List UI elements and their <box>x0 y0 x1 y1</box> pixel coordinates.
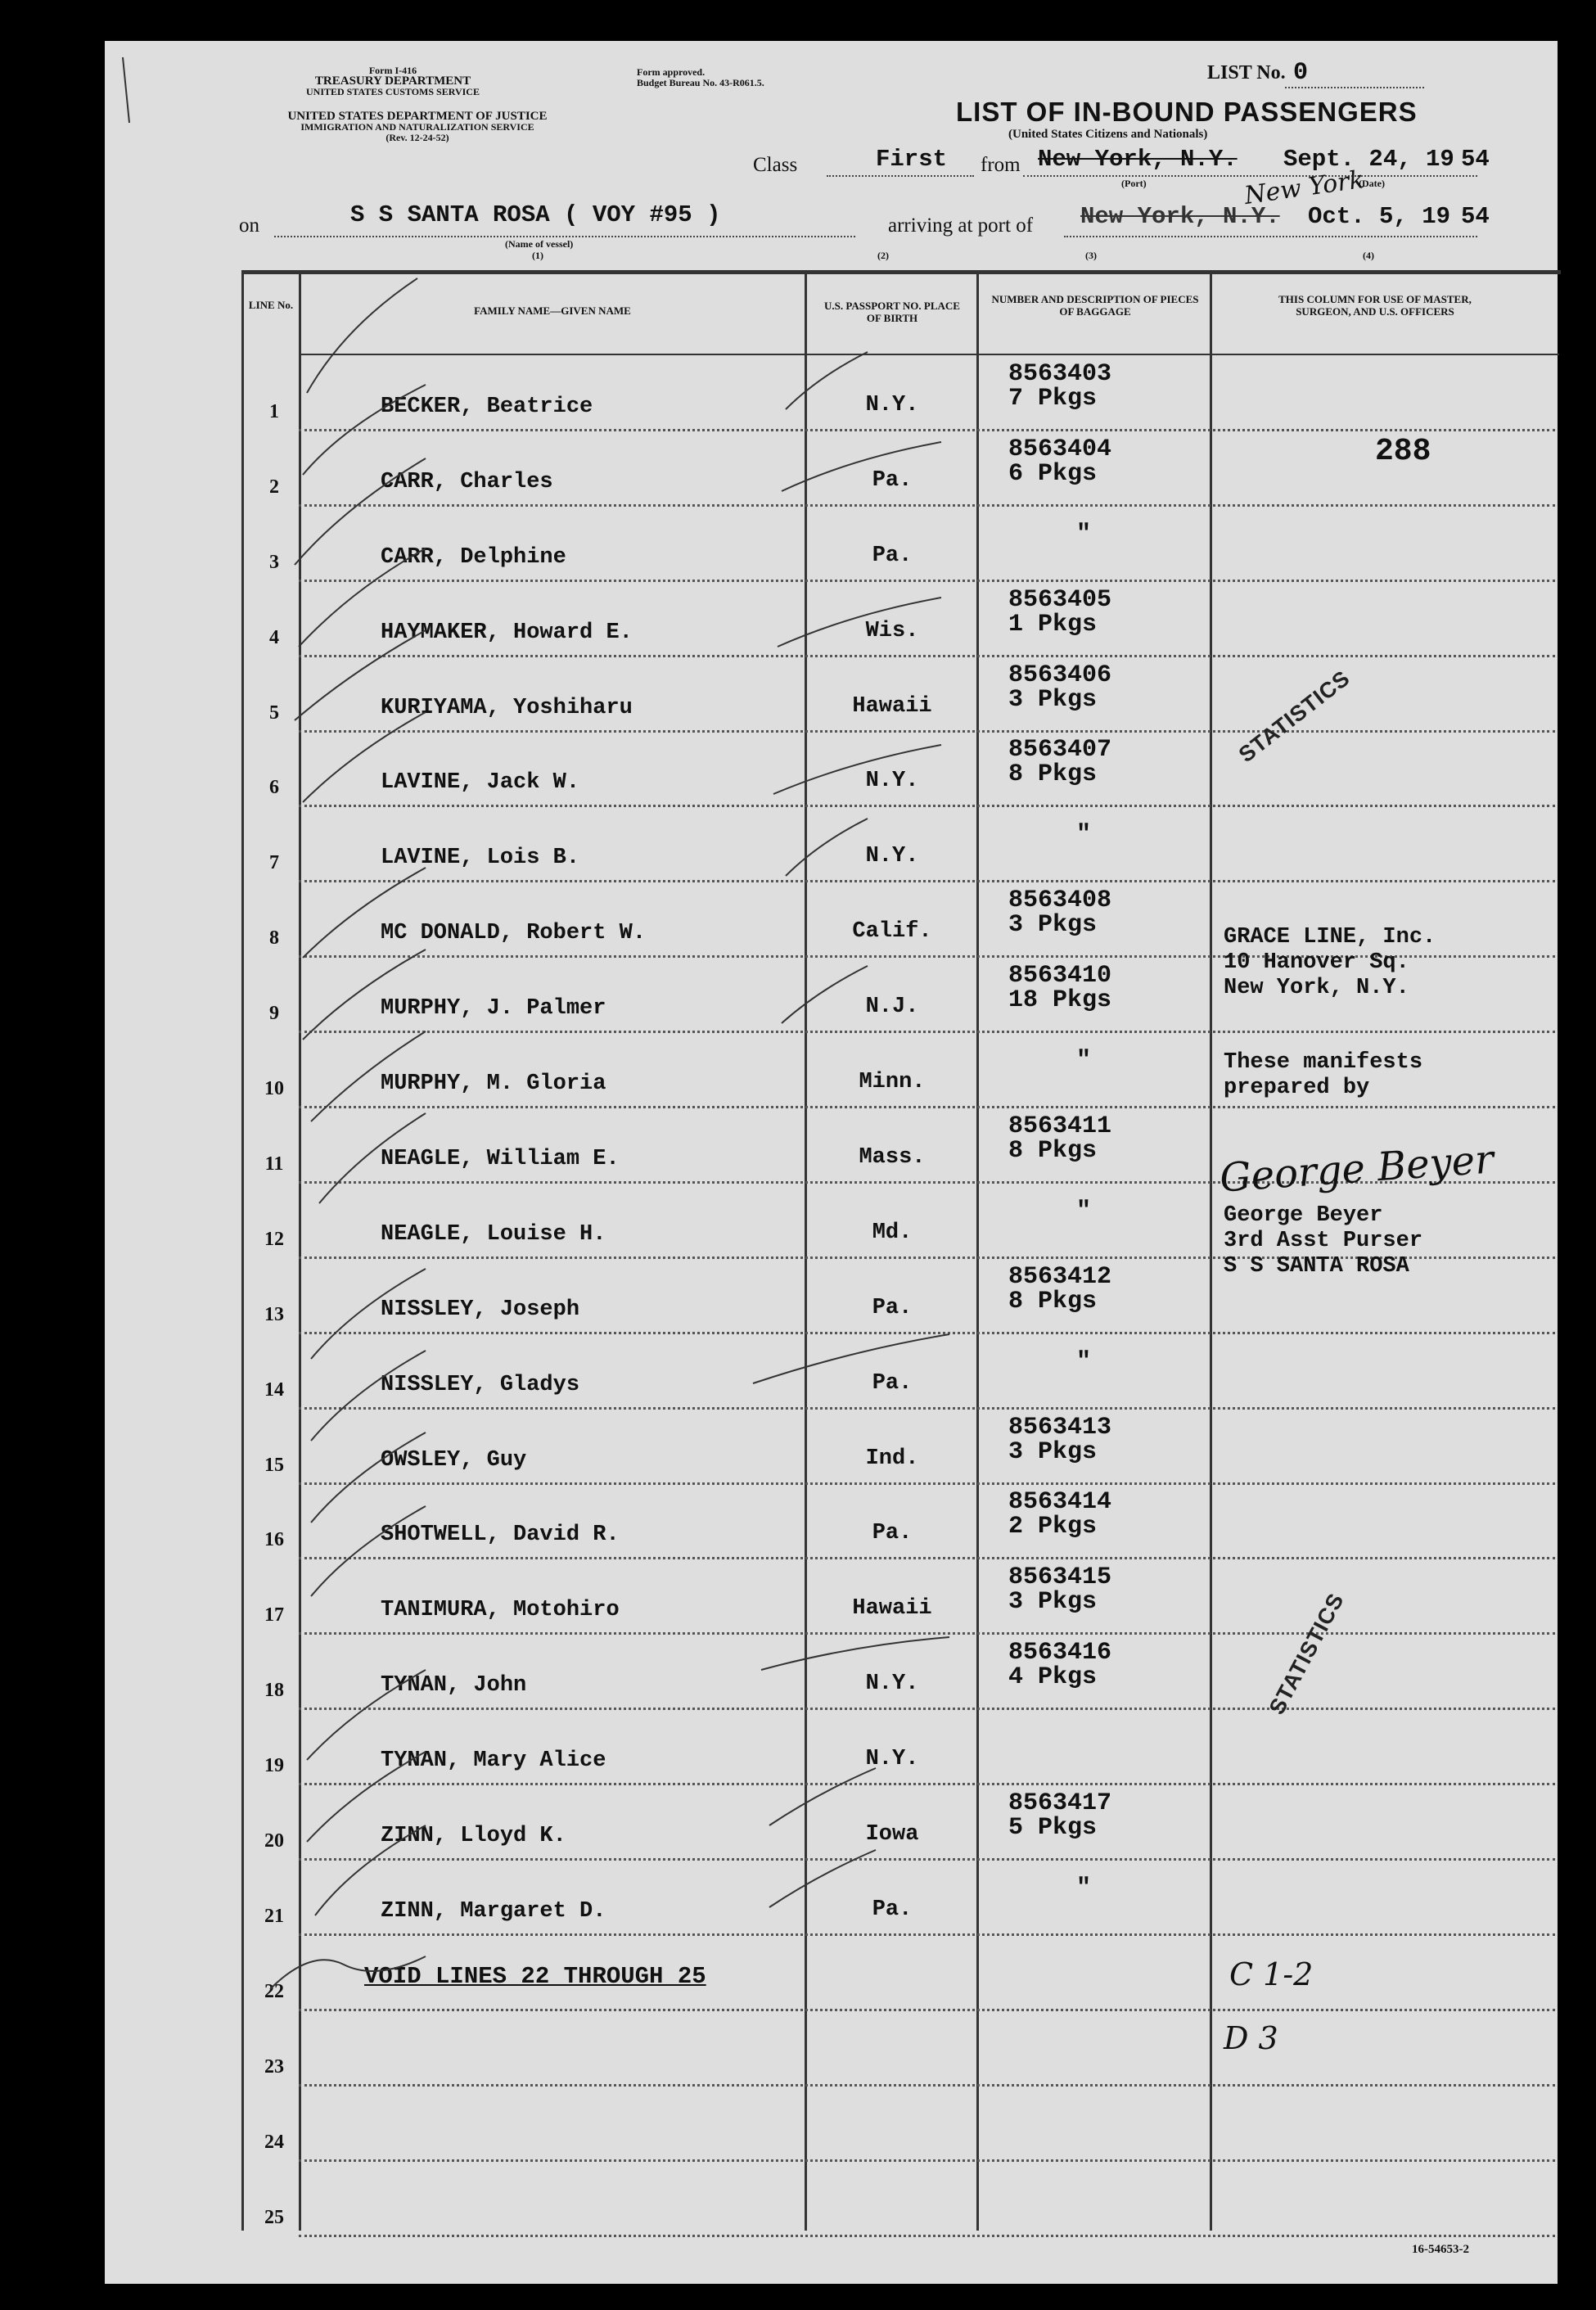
row-line-number: 9 <box>269 1003 279 1025</box>
arrival-underline <box>1064 236 1477 237</box>
treasury-dept: TREASURY DEPARTMENT <box>314 74 471 88</box>
row-dotted-rule <box>299 2235 1555 2237</box>
approval-text: Form approved. <box>637 66 706 78</box>
place-of-birth: Hawaii <box>852 1596 932 1622</box>
ins-service: IMMIGRATION AND NATURALIZATION SERVICE <box>300 121 534 133</box>
place-of-birth: Minn. <box>859 1070 926 1094</box>
budget-bureau: Budget Bureau No. 43-R061.5. <box>637 77 764 88</box>
void-lines-note: VOID LINES 22 THROUGH 25 <box>364 1963 706 1990</box>
place-of-birth: Mass. <box>859 1144 926 1170</box>
row-dotted-rule <box>299 655 1555 657</box>
row-dotted-rule <box>299 1783 1555 1785</box>
passenger-name: MURPHY, J. Palmer <box>381 996 606 1022</box>
baggage-number: 8563413 <box>1008 1413 1112 1441</box>
row-line-number: 8 <box>269 927 279 950</box>
row-line-number: 2 <box>269 476 279 498</box>
row-dotted-rule <box>299 580 1555 582</box>
class-value: First <box>876 146 948 173</box>
passenger-name: NEAGLE, William E. <box>381 1146 620 1171</box>
port-caption: (Port) <box>1121 178 1147 189</box>
arriving-label: arriving at port of <box>888 214 1034 237</box>
passenger-name: NISSLEY, Joseph <box>381 1297 580 1322</box>
col-caption-4: (4) <box>1363 250 1374 261</box>
baggage-description: 3 Pkgs <box>1008 1588 1098 1617</box>
place-of-birth: N.J. <box>865 995 919 1020</box>
baggage-number: 8563416 <box>1008 1639 1112 1667</box>
baggage-description: 1 Pkgs <box>1008 610 1098 638</box>
customs-service: UNITED STATES CUSTOMS SERVICE <box>306 86 480 97</box>
vessel-name: S S SANTA ROSA ( VOY #95 ) <box>350 201 721 228</box>
statistics-stamp: STATISTICS <box>1264 1589 1349 1719</box>
baggage-description: 3 Pkgs <box>1008 911 1098 940</box>
row-dotted-rule <box>299 880 1555 882</box>
place-of-birth: Ind. <box>865 1446 919 1471</box>
col-caption-1: (1) <box>532 250 543 261</box>
row-dotted-rule <box>299 1332 1555 1334</box>
page-title: LIST OF IN-BOUND PASSENGERS <box>956 97 1418 127</box>
baggage-number: 8563405 <box>1008 585 1112 614</box>
justice-dept: UNITED STATES DEPARTMENT OF JUSTICE <box>287 110 548 123</box>
annotation-288: 288 <box>1375 434 1431 469</box>
row-dotted-rule <box>299 2009 1555 2011</box>
from-label: from <box>981 154 1021 176</box>
table-col-divider <box>976 270 979 2231</box>
baggage-description: 6 Pkgs <box>1008 459 1098 488</box>
row-line-number: 3 <box>269 551 279 573</box>
grace-line-address: GRACE LINE, Inc. 10 Hanover Sq. New York, N.Y. <box>1224 925 1436 1000</box>
baggage-description: 4 Pkgs <box>1008 1663 1098 1692</box>
baggage-description: 8 Pkgs <box>1008 1136 1098 1165</box>
passenger-name: BECKER, Beatrice <box>381 394 593 419</box>
handwritten-note-d: D 3 <box>1224 2020 1278 2056</box>
row-line-number: 14 <box>264 1378 284 1401</box>
place-of-birth: N.Y. <box>865 769 919 794</box>
handwritten-port: New York <box>1242 165 1366 211</box>
row-dotted-rule <box>299 1858 1555 1861</box>
page-subtitle: (United States Citizens and Nationals) <box>1008 128 1208 141</box>
passenger-name: HAYMAKER, Howard E. <box>381 620 633 645</box>
row-line-number: 1 <box>269 400 279 422</box>
row-line-number: 23 <box>264 2055 284 2078</box>
vessel-underline <box>274 236 855 237</box>
place-of-birth: N.Y. <box>865 1747 919 1772</box>
form-approval <box>637 67 764 88</box>
row-line-number: 5 <box>269 702 279 724</box>
row-line-number: 17 <box>264 1604 284 1626</box>
row-dotted-rule <box>299 1632 1555 1635</box>
passenger-name: LAVINE, Lois B. <box>381 846 580 871</box>
list-no-value: 0 <box>1293 59 1309 87</box>
row-dotted-rule <box>299 2084 1555 2087</box>
baggage-description: " <box>1076 1874 1092 1902</box>
baggage-description: 5 Pkgs <box>1008 1814 1098 1842</box>
col-header-officers: THIS COLUMN FOR USE OF MASTER, SURGEON, AND U.S. OFFICERS <box>1278 293 1472 318</box>
arrival-port: New York, N.Y. <box>1080 203 1280 230</box>
baggage-number: 8563404 <box>1008 435 1112 463</box>
baggage-number: 8563406 <box>1008 661 1112 689</box>
from-port: New York, N.Y. <box>1038 146 1238 173</box>
place-of-birth: Hawaii <box>852 693 932 719</box>
class-underline <box>827 175 974 177</box>
place-of-birth: Pa. <box>872 1370 913 1396</box>
col-caption-3: (3) <box>1085 250 1097 261</box>
row-line-number: 15 <box>264 1454 284 1476</box>
form-header-treasury <box>270 65 516 97</box>
statistics-stamp: STATISTICS <box>1233 665 1355 768</box>
signature: George Beyer <box>1218 1136 1495 1202</box>
passenger-name: MURPHY, M. Gloria <box>381 1072 606 1096</box>
form-header-justice <box>237 111 597 143</box>
arrival-date: Oct. 5, 19 <box>1308 203 1451 230</box>
row-dotted-rule <box>299 805 1555 807</box>
row-line-number: 22 <box>264 1980 284 2002</box>
row-line-number: 21 <box>264 1905 284 1927</box>
passenger-name: ZINN, Margaret D. <box>381 1898 606 1924</box>
row-dotted-rule <box>299 2159 1555 2162</box>
place-of-birth: Wis. <box>865 618 919 643</box>
baggage-number: 8563415 <box>1008 1563 1112 1592</box>
row-dotted-rule <box>299 1407 1555 1410</box>
baggage-description: 7 Pkgs <box>1008 384 1098 413</box>
col-caption-2: (2) <box>877 250 889 261</box>
vessel-caption: (Name of vessel) <box>505 238 574 250</box>
table-col-divider <box>299 270 301 2231</box>
row-dotted-rule <box>299 504 1555 507</box>
row-line-number: 13 <box>264 1303 284 1325</box>
row-dotted-rule <box>299 1482 1555 1485</box>
arrival-year: 54 <box>1461 203 1490 230</box>
table-col-divider <box>805 270 807 2231</box>
passenger-name: SHOTWELL, David R. <box>381 1523 620 1548</box>
place-of-birth: Calif. <box>852 919 932 945</box>
on-label: on <box>239 214 259 237</box>
place-of-birth: Pa. <box>872 543 913 568</box>
place-of-birth: N.Y. <box>865 844 919 869</box>
class-label: Class <box>753 154 798 176</box>
form-number: Form I-416 <box>368 65 417 76</box>
baggage-number: 8563410 <box>1008 962 1112 990</box>
row-line-number: 25 <box>264 2206 284 2228</box>
row-line-number: 16 <box>264 1529 284 1551</box>
baggage-description: 3 Pkgs <box>1008 1437 1098 1466</box>
date-caption: (Date) <box>1359 178 1385 189</box>
row-dotted-rule <box>299 429 1555 431</box>
baggage-number: 8563408 <box>1008 887 1112 915</box>
baggage-description: 2 Pkgs <box>1008 1513 1098 1541</box>
passenger-name: KURIYAMA, Yoshiharu <box>381 695 633 720</box>
row-line-number: 6 <box>269 777 279 799</box>
prepared-by-note: These manifests prepared by <box>1224 1050 1423 1100</box>
passenger-name: MC DONALD, Robert W. <box>381 921 647 946</box>
baggage-description: 3 Pkgs <box>1008 685 1098 714</box>
col-header-passport: U.S. PASSPORT NO. PLACE OF BIRTH <box>824 300 960 324</box>
baggage-number: 8563417 <box>1008 1789 1112 1817</box>
baggage-description: " <box>1076 821 1092 850</box>
baggage-number: 8563412 <box>1008 1262 1112 1291</box>
place-of-birth: Iowa <box>865 1822 919 1847</box>
place-of-birth: Md. <box>872 1220 913 1245</box>
baggage-description: 8 Pkgs <box>1008 760 1098 789</box>
table-left-border <box>241 270 244 2231</box>
baggage-number: 8563403 <box>1008 359 1112 388</box>
row-dotted-rule <box>299 1106 1555 1108</box>
baggage-number: 8563407 <box>1008 736 1112 765</box>
passenger-name: ZINN, Lloyd K. <box>381 1824 566 1848</box>
baggage-description: 18 Pkgs <box>1008 986 1112 1015</box>
passenger-name: TANIMURA, Motohiro <box>381 1598 620 1623</box>
place-of-birth: Pa. <box>872 467 913 493</box>
handwritten-note-c: C 1-2 <box>1229 1956 1314 1992</box>
passenger-name: NEAGLE, Louise H. <box>381 1221 606 1247</box>
from-underline <box>1023 175 1477 177</box>
row-line-number: 10 <box>264 1078 284 1099</box>
table-header-rule <box>299 354 1559 355</box>
passenger-name: OWSLEY, Guy <box>381 1447 527 1473</box>
place-of-birth: N.Y. <box>865 392 919 417</box>
baggage-number: 8563411 <box>1008 1112 1112 1140</box>
row-dotted-rule <box>299 1708 1555 1710</box>
from-date: Sept. 24, 19 <box>1283 146 1454 173</box>
baggage-number: 8563414 <box>1008 1488 1112 1517</box>
purser-block: George Beyer 3rd Asst Purser S S SANTA ROSA <box>1224 1203 1423 1279</box>
row-dotted-rule <box>299 1031 1555 1033</box>
row-line-number: 18 <box>264 1680 284 1702</box>
col-header-line-no: LINE No. <box>248 299 294 311</box>
passenger-name: NISSLEY, Gladys <box>381 1372 580 1397</box>
place-of-birth: N.Y. <box>865 1672 919 1697</box>
passenger-name: LAVINE, Jack W. <box>381 770 580 796</box>
from-year: 54 <box>1461 146 1490 173</box>
row-dotted-rule <box>299 1933 1555 1936</box>
row-dotted-rule <box>299 1557 1555 1559</box>
baggage-description: " <box>1076 520 1092 548</box>
form-footer-code: 16-54653-2 <box>1412 2243 1469 2256</box>
row-line-number: 24 <box>264 2131 284 2153</box>
place-of-birth: Pa. <box>872 1295 913 1320</box>
baggage-description: 8 Pkgs <box>1008 1287 1098 1315</box>
row-line-number: 12 <box>264 1228 284 1250</box>
list-no-underline <box>1285 87 1424 88</box>
col-header-baggage: NUMBER AND DESCRIPTION OF PIECES OF BAGGAGE <box>991 293 1199 318</box>
list-no-label: LIST No. <box>1207 62 1286 83</box>
row-line-number: 20 <box>264 1830 284 1852</box>
baggage-description: " <box>1076 1047 1092 1075</box>
place-of-birth: Pa. <box>872 1521 913 1546</box>
baggage-description: " <box>1076 1347 1092 1376</box>
row-dotted-rule <box>299 730 1555 733</box>
passenger-name: TYNAN, Mary Alice <box>381 1748 606 1774</box>
row-line-number: 7 <box>269 852 279 874</box>
baggage-description: " <box>1076 1197 1092 1225</box>
row-line-number: 4 <box>269 626 279 648</box>
passenger-name: CARR, Delphine <box>381 544 566 570</box>
row-line-number: 19 <box>264 1755 284 1777</box>
place-of-birth: Pa. <box>872 1897 913 1922</box>
table-top-rule <box>241 270 1561 274</box>
passenger-name: CARR, Charles <box>381 469 553 494</box>
row-line-number: 11 <box>264 1153 284 1175</box>
table-col-divider <box>1210 270 1212 2231</box>
form-revision: (Rev. 12-24-52) <box>385 132 449 143</box>
col-header-name: FAMILY NAME—GIVEN NAME <box>474 305 631 317</box>
passenger-name: TYNAN, John <box>381 1673 527 1699</box>
